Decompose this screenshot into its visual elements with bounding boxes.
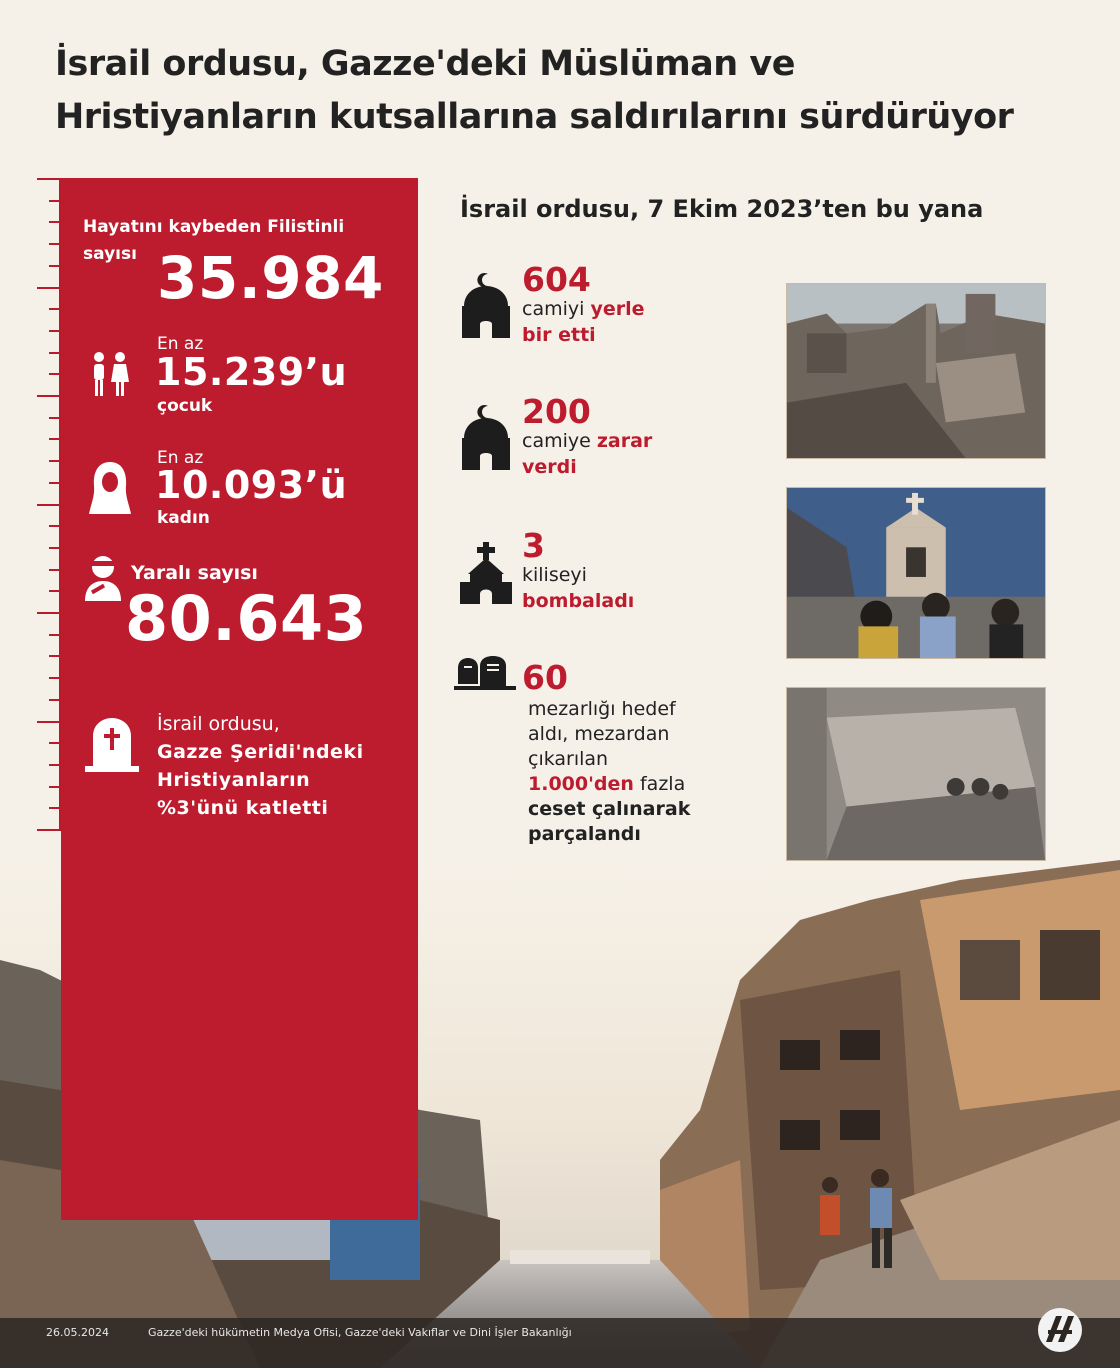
children-prefix: En az	[157, 334, 204, 354]
ruler-tick	[49, 742, 61, 744]
ruler-tick	[49, 807, 61, 809]
s4-text-b: aldı, mezardan	[528, 723, 670, 745]
photo-destroyed-mosque	[786, 283, 1046, 459]
ruler-tick	[37, 395, 61, 397]
s1-text-b: yerle	[590, 298, 645, 320]
gravestone-icon	[83, 716, 141, 774]
ruler-decoration	[37, 178, 61, 830]
woman-icon	[87, 460, 133, 516]
mosque-damaged-icon	[458, 404, 514, 472]
ruler-tick	[49, 677, 61, 679]
christians-line-3: Hristiyanların	[157, 769, 311, 791]
ruler-tick	[49, 438, 61, 440]
deaths-label: Hayatını kaybeden Filistinli	[83, 217, 345, 237]
christians-line-1: İsrail ordusu,	[157, 713, 280, 735]
church-icon	[458, 542, 514, 606]
ruler-tick	[49, 221, 61, 223]
christians-line-4: %3'ünü katletti	[157, 797, 329, 819]
cemeteries-value: 60	[522, 658, 568, 697]
injured-value: 80.643	[125, 582, 368, 655]
ruler-tick	[37, 178, 61, 180]
footer	[0, 1318, 1120, 1368]
ruler-tick	[49, 417, 61, 419]
s4-text-a: mezarlığı hedef	[528, 698, 676, 720]
women-prefix: En az	[157, 448, 204, 468]
statistics-panel	[61, 178, 418, 1220]
deaths-label-2: sayısı	[83, 244, 137, 264]
ruler-tick	[49, 482, 61, 484]
ruler-tick	[49, 352, 61, 354]
ruler-tick	[49, 308, 61, 310]
ruler-tick	[37, 612, 61, 614]
title-line-1: İsrail ordusu, Gazze'deki Müslüman ve	[55, 44, 795, 84]
footer-date: 26.05.2024	[46, 1326, 109, 1339]
churches-value: 3	[522, 526, 545, 565]
s2-text-a: camiye	[522, 430, 591, 452]
aa-logo-icon	[1036, 1306, 1084, 1354]
ruler-tick	[49, 460, 61, 462]
footer-source: Gazze'deki hükümetin Medya Ofisi, Gazze'deki Vakıflar ve Dini İşler Bakanlığı	[148, 1326, 572, 1339]
ruler-tick	[49, 786, 61, 788]
s3-text-b: bombaladı	[522, 590, 635, 612]
s4-text-d: 1.000'den	[528, 773, 634, 795]
page-title	[55, 38, 1095, 144]
right-heading: İsrail ordusu, 7 Ekim 2023’ten bu yana	[460, 195, 984, 223]
cemeteries-text	[528, 697, 778, 847]
ruler-tick	[49, 200, 61, 202]
mosques-damaged-value: 200	[522, 392, 591, 431]
women-suffix: kadın	[157, 508, 210, 528]
s4-text-g: parçalandı	[528, 823, 641, 845]
s2-text-c: verdi	[522, 456, 577, 478]
mosque-icon	[458, 272, 514, 340]
ruler-tick	[49, 569, 61, 571]
s1-text-c: bir etti	[522, 324, 596, 346]
photo-damaged-cemetery	[786, 687, 1046, 861]
ruler-tick	[49, 634, 61, 636]
women-value: 10.093’ü	[155, 463, 348, 507]
ruler-tick	[49, 547, 61, 549]
mosques-destroyed-value: 604	[522, 260, 591, 299]
ruler-tick	[37, 829, 61, 831]
s3-text-a: kiliseyi	[522, 564, 587, 586]
mosques-destroyed-text	[522, 296, 762, 348]
christians-line-2: Gazze Şeridi'ndeki	[157, 741, 364, 763]
s1-text-a: camiyi	[522, 298, 585, 320]
ruler-tick	[49, 764, 61, 766]
churches-text	[522, 562, 762, 614]
deaths-value: 35.984	[157, 244, 384, 312]
ruler-tick	[37, 721, 61, 723]
ruler-tick	[37, 504, 61, 506]
title-line-2: Hristiyanların kutsallarına saldırılarını sürdürüyor	[55, 97, 1014, 137]
s4-text-e: fazla	[639, 773, 686, 795]
s4-text-f: ceset çalınarak	[528, 798, 691, 820]
children-icon	[87, 350, 133, 400]
ruler-tick	[49, 590, 61, 592]
ruler-tick	[37, 287, 61, 289]
cemetery-icon	[454, 656, 516, 690]
children-suffix: çocuk	[157, 396, 213, 416]
ruler-tick	[49, 525, 61, 527]
ruler-tick	[49, 699, 61, 701]
ruler-tick	[49, 655, 61, 657]
children-value: 15.239’u	[155, 350, 348, 394]
ruler-tick	[49, 265, 61, 267]
injured-label: Yaralı sayısı	[131, 562, 258, 584]
s2-text-b: zarar	[596, 430, 653, 452]
ruler-tick	[49, 373, 61, 375]
ruler-tick	[49, 243, 61, 245]
ruler-tick	[49, 330, 61, 332]
injured-icon	[81, 553, 129, 603]
photo-damaged-church	[786, 487, 1046, 659]
mosques-damaged-text	[522, 428, 762, 480]
s4-text-c: çıkarılan	[528, 748, 609, 770]
